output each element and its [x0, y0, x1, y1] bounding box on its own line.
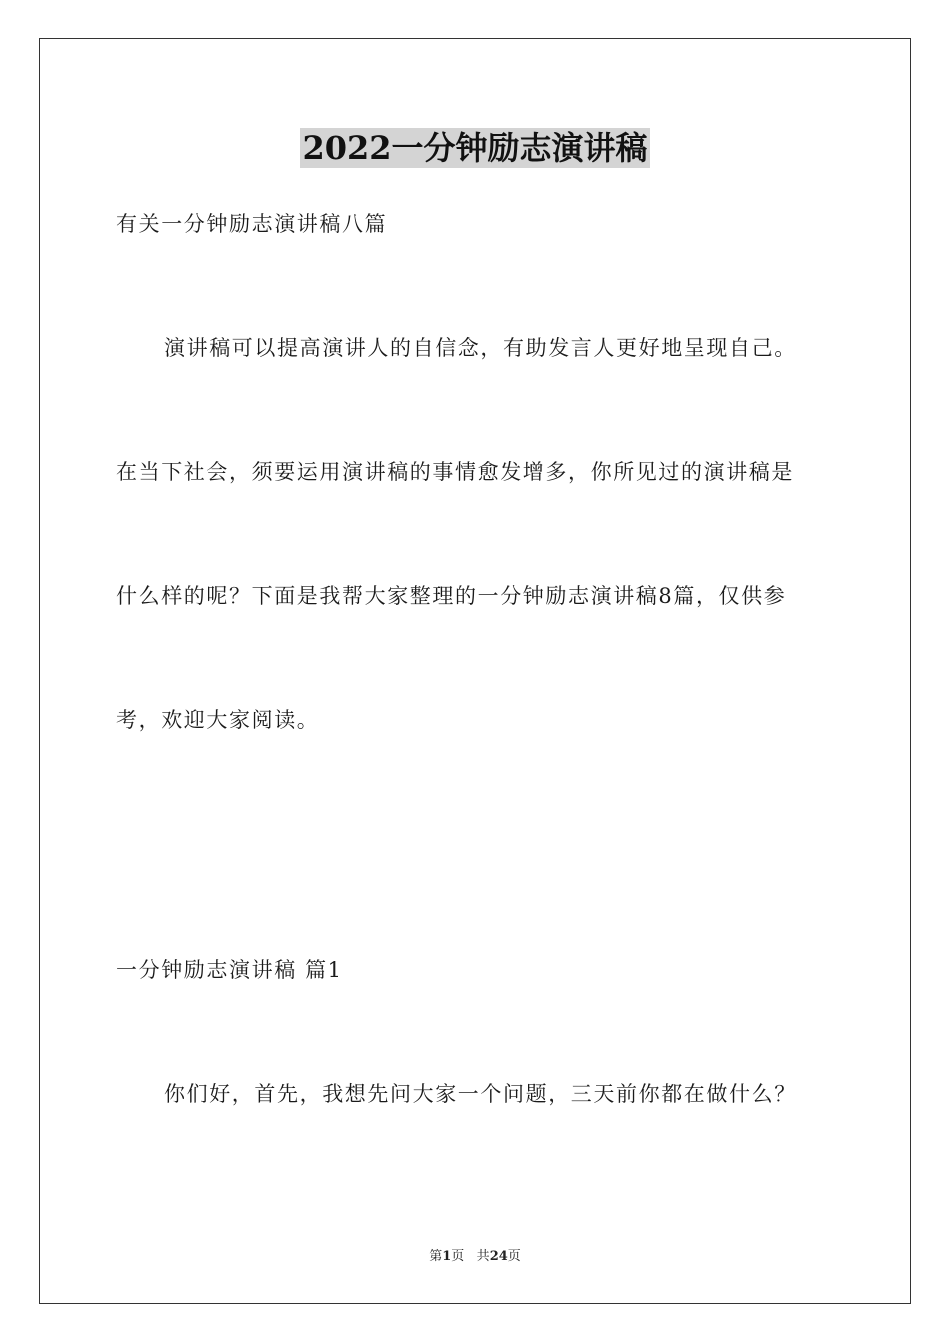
footer-page-prefix: 第 [429, 1249, 443, 1264]
footer-page-suffix: 页 [451, 1249, 465, 1264]
page-footer [0, 1248, 950, 1266]
intro-line: 什么样的呢？下面是我帮大家整理的一分钟励志演讲稿8篇，仅供参 [116, 584, 787, 608]
intro-line: 演讲稿可以提高演讲人的自信念，有助发言人更好地呈现自己。 [164, 336, 797, 360]
footer-total-prefix: 共 [476, 1249, 490, 1264]
intro-line: 在当下社会，须要运用演讲稿的事情愈发增多，你所见过的演讲稿是 [116, 460, 794, 484]
section-line: 你们好，首先，我想先问大家一个问题，三天前你都在做什么？ [164, 1082, 797, 1106]
title-container [0, 128, 950, 168]
document-title: 2022一分钟励志演讲稿 [302, 129, 648, 167]
footer-page-number: 1 [442, 1249, 452, 1264]
intro-line: 考，欢迎大家阅读。 [116, 708, 320, 732]
footer-total-suffix: 页 [507, 1249, 521, 1264]
footer-total-pages: 24 [489, 1249, 508, 1264]
section-heading: 一分钟励志演讲稿 篇1 [116, 958, 343, 982]
document-subtitle: 有关一分钟励志演讲稿八篇 [116, 212, 388, 236]
